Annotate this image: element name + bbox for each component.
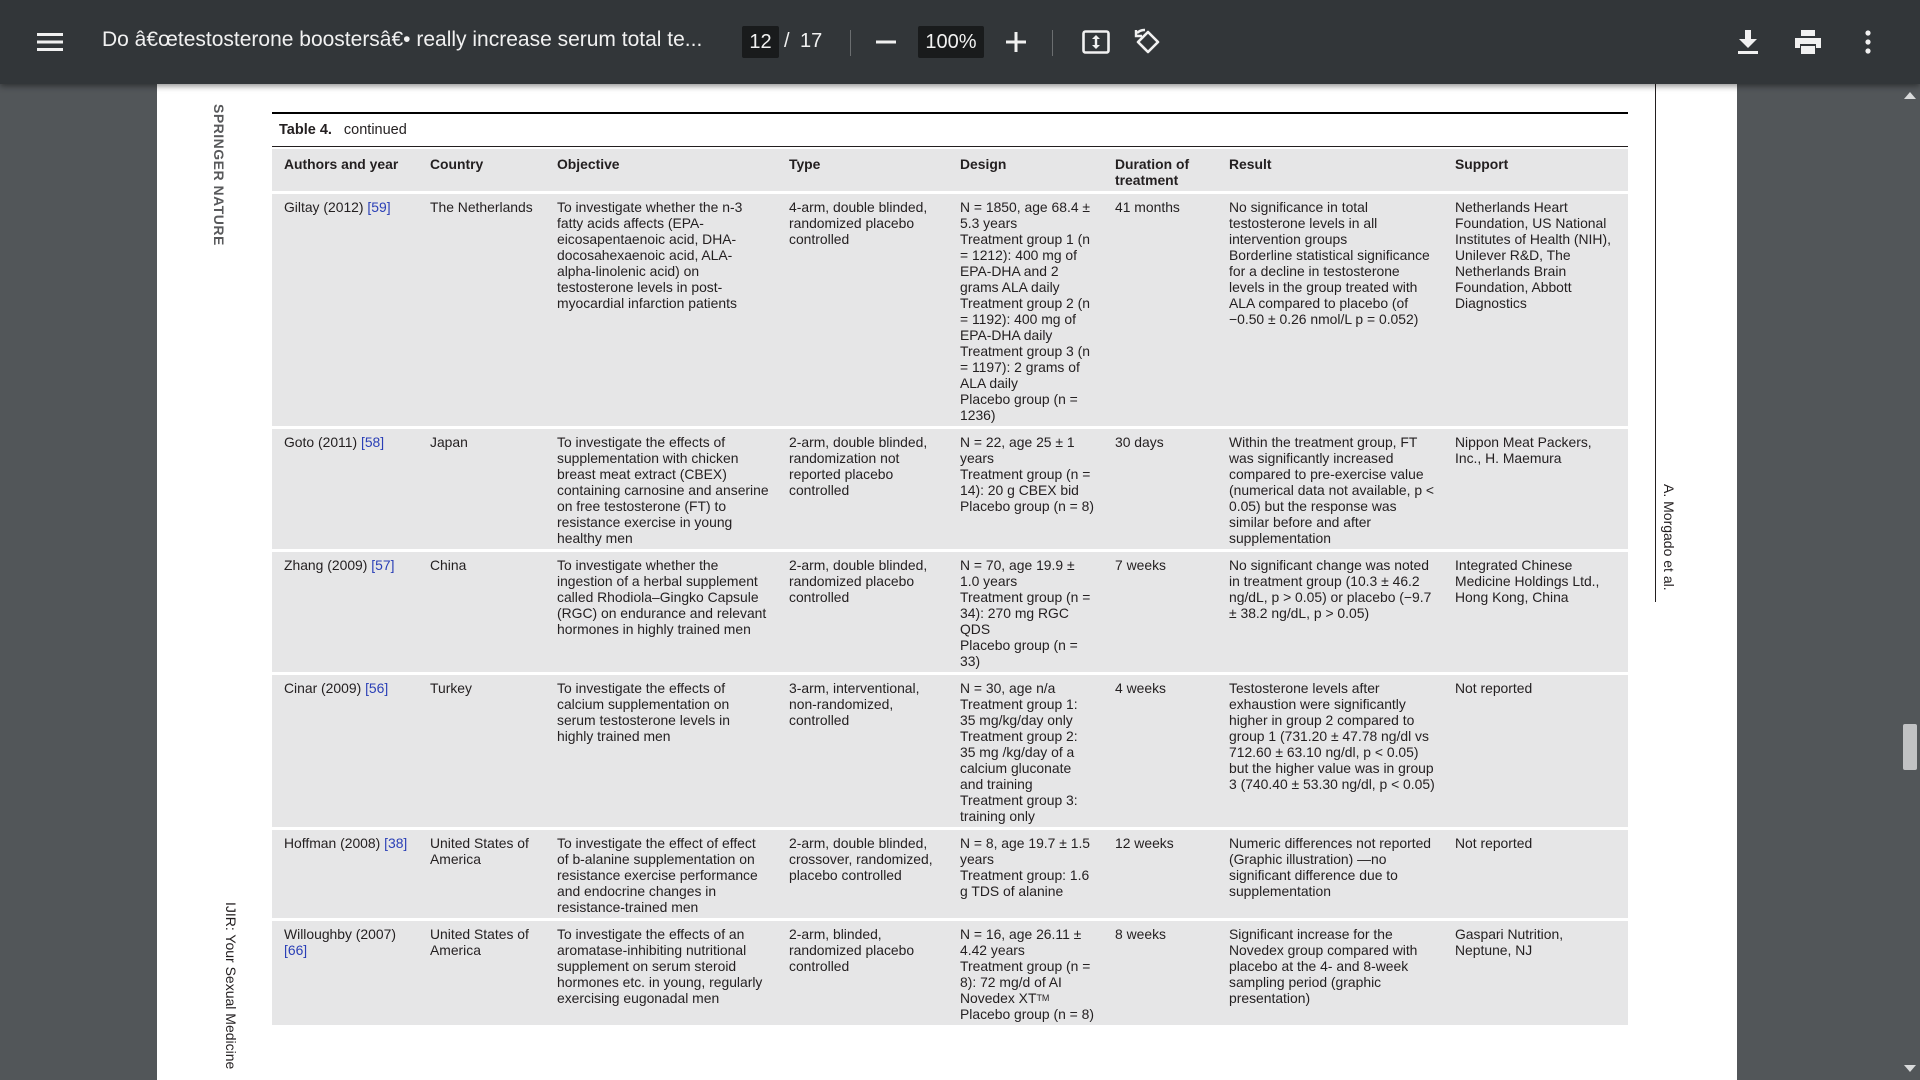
trademark-superscript: TM	[1036, 993, 1050, 1003]
cell-country: United States of America	[418, 830, 545, 921]
cell-support: Integrated Chinese Medicine Holdings Ltd., Hong Kong, China	[1443, 552, 1628, 675]
page-number-input[interactable]	[742, 26, 779, 58]
cell-objective: To investigate whether the ingestion of a herbal supplement called Rhodiola–Gingko Capsule (RGC) on endurance and relevant hormones in highly trained men	[545, 552, 777, 675]
document-title: Do â€œtestosterone boostersâ€• really increase serum total te...	[102, 28, 703, 51]
cell-duration: 4 weeks	[1103, 675, 1217, 830]
scroll-down-arrow-icon[interactable]	[1904, 1065, 1916, 1072]
table-row	[272, 830, 1628, 921]
results-table	[272, 149, 1628, 1028]
page-separator: /	[784, 30, 790, 52]
cell-result: No significant change was noted in treatment group (10.3 ± 46.2 ng/dL, p > 0.05) or placebo (−9.7 ± 38.2 ng/dL, p > 0.05)	[1217, 552, 1443, 675]
cell-country: Japan	[418, 429, 545, 552]
table-row	[272, 675, 1628, 830]
cell-objective: To investigate the effects of calcium supplementation on serum testosterone levels in highly trained men	[545, 675, 777, 830]
citation-link[interactable]: [56]	[365, 680, 389, 696]
cell-author: Cinar (2009) [56]	[272, 675, 418, 830]
toolbar-divider	[850, 30, 851, 56]
cell-design: N = 1850, age 68.4 ± 5.3 years Treatment group 1 (n = 1212): 400 mg of EPA-DHA and 2 grams ALA daily Treatment group 2 (n = 1192): 400 mg of EPA-DHA daily Treatment group 3 (n = 1197): 2 grams of ALA daily Placebo group (n = 1236)	[948, 194, 1103, 429]
rotate-icon[interactable]	[1128, 22, 1168, 62]
cell-objective: To investigate whether the n-3 fatty acids affects (EPA-eicosapentaenoic acid, DHA-docosahexaenoic acid, ALA-alpha-linolenic acid) on testosterone levels in post-myocardial infarction patients	[545, 194, 777, 429]
cell-author: Giltay (2012) [59]	[272, 194, 418, 429]
cell-result: No significance in total testosterone levels in all intervention groups Borderline statistical significance for a decline in testosterone levels in the group treated with ALA compared to placebo (of −0.50 ± 0.26 nmol/L p = 0.052)	[1217, 194, 1443, 429]
cell-objective: To investigate the effects of an aromatase-inhibiting nutritional supplement on serum steroid hormones etc. in young, regularly exercising eugonadal men	[545, 921, 777, 1028]
cell-support: Gaspari Nutrition, Neptune, NJ	[1443, 921, 1628, 1028]
citation-link[interactable]: [38]	[384, 835, 408, 851]
cell-author: Hoffman (2008) [38]	[272, 830, 418, 921]
cell-design: N = 8, age 19.7 ± 1.5 years Treatment group: 1.6 g TDS of alanine	[948, 830, 1103, 921]
cell-support: Not reported	[1443, 830, 1628, 921]
cell-type: 2-arm, double blinded, randomization not reported placebo controlled	[777, 429, 948, 552]
citation-link[interactable]: [66]	[284, 942, 308, 958]
cell-country: The Netherlands	[418, 194, 545, 429]
scroll-thumb[interactable]	[1903, 724, 1917, 770]
publisher-name: SPRINGER NATURE	[211, 104, 227, 246]
table-caption-label: Table 4.	[279, 122, 332, 138]
zoom-out-button[interactable]	[866, 22, 906, 62]
cell-support: Netherlands Heart Foundation, US National Institutes of Health (NIH), Unilever R&D, The Netherlands Brain Foundation, Abbott Diagnostics	[1443, 194, 1628, 429]
page-total: 17	[800, 30, 823, 52]
download-icon[interactable]	[1728, 22, 1768, 62]
cell-duration: 7 weeks	[1103, 552, 1217, 675]
cell-design: N = 70, age 19.9 ± 1.0 years Treatment group (n = 34): 270 mg RGC QDS Placebo group (n = 33)	[948, 552, 1103, 675]
column-header: Authors and year	[272, 149, 418, 194]
citation-link[interactable]: [57]	[371, 557, 395, 573]
cell-author: Goto (2011) [58]	[272, 429, 418, 552]
cell-type: 2-arm, double blinded, crossover, randomized, placebo controlled	[777, 830, 948, 921]
column-header: Country	[418, 149, 545, 194]
pdf-toolbar	[0, 0, 1920, 84]
cell-result: Significant increase for the Novedex group compared with placebo at the 4- and 8-week sampling period (graphic presentation)	[1217, 921, 1443, 1028]
table-caption	[272, 114, 1628, 147]
column-header: Duration of treatment	[1103, 149, 1217, 194]
document-viewer	[0, 84, 1900, 1080]
table-row	[272, 194, 1628, 429]
scroll-up-arrow-icon[interactable]	[1904, 92, 1916, 99]
cell-support: Nippon Meat Packers, Inc., H. Maemura	[1443, 429, 1628, 552]
cell-type: 2-arm, double blinded, randomized placebo controlled	[777, 552, 948, 675]
menu-icon[interactable]	[30, 22, 70, 62]
column-header: Support	[1443, 149, 1628, 194]
cell-country: Turkey	[418, 675, 545, 830]
cell-type: 2-arm, blinded, randomized placebo controlled	[777, 921, 948, 1028]
journal-name: IJIR: Your Sexual Medicine	[223, 902, 239, 1070]
cell-result: Numeric differences not reported (Graphic illustration) —no significant difference due to supplementation	[1217, 830, 1443, 921]
cell-author: Zhang (2009) [57]	[272, 552, 418, 675]
zoom-in-button[interactable]	[996, 22, 1036, 62]
cell-design: N = 16, age 26.11 ± 4.42 years Treatment group (n = 8): 72 mg/d of AI Novedex XT™ Placebo group (n = 8)	[948, 921, 1103, 1028]
cell-support: Not reported	[1443, 675, 1628, 830]
plus-icon	[1006, 32, 1026, 52]
cell-author: Willoughby (2007) [66]	[272, 921, 418, 1028]
pdf-page	[157, 84, 1737, 1080]
margin-rule	[1655, 84, 1656, 602]
toolbar-divider	[1052, 30, 1053, 56]
minus-icon	[876, 40, 896, 44]
fit-to-page-icon[interactable]	[1076, 22, 1116, 62]
table-caption-text: continued	[343, 122, 407, 138]
table-header-row	[272, 149, 1628, 194]
cell-duration: 8 weeks	[1103, 921, 1217, 1028]
running-head-authors: A. Morgado et al.	[1661, 484, 1677, 591]
more-options-icon[interactable]	[1848, 22, 1888, 62]
vertical-scrollbar[interactable]	[1900, 84, 1920, 1080]
citation-link[interactable]: [59]	[367, 199, 391, 215]
column-header: Type	[777, 149, 948, 194]
cell-result: Testosterone levels after exhaustion were significantly higher in group 2 compared to group 1 (731.20 ± 47.78 ng/dl vs 712.60 ± 63.10 ng/dl, p < 0.05) but the higher value was in group 3 (740.40 ± 53.30 ng/dl, p < 0.05)	[1217, 675, 1443, 830]
cell-design: N = 22, age 25 ± 1 years Treatment group (n = 14): 20 g CBEX bid Placebo group (n = 8)	[948, 429, 1103, 552]
column-header: Objective	[545, 149, 777, 194]
cell-duration: 30 days	[1103, 429, 1217, 552]
cell-type: 4-arm, double blinded, randomized placebo controlled	[777, 194, 948, 429]
table-container	[272, 112, 1628, 1028]
citation-link[interactable]: [58]	[360, 434, 385, 450]
cell-country: China	[418, 552, 545, 675]
cell-country: United States of America	[418, 921, 545, 1028]
column-header: Design	[948, 149, 1103, 194]
cell-objective: To investigate the effect of effect of b-alanine supplementation on resistance exercise performance and endocrine changes in resistance-trained men	[545, 830, 777, 921]
cell-type: 3-arm, interventional, non-randomized, controlled	[777, 675, 948, 830]
column-header: Result	[1217, 149, 1443, 194]
zoom-input[interactable]	[918, 26, 984, 58]
cell-result: Within the treatment group, FT was significantly increased compared to pre-exercise value (numerical data not available, p < 0.05) but the response was similar before and after supplementation	[1217, 429, 1443, 552]
print-icon[interactable]	[1788, 22, 1828, 62]
table-row	[272, 552, 1628, 675]
cell-objective: To investigate the effects of supplementation with chicken breast meat extract (CBEX) containing carnosine and anserine on free testosterone (FT) to resistance exercise in young healthy men	[545, 429, 777, 552]
cell-duration: 12 weeks	[1103, 830, 1217, 921]
table-row	[272, 429, 1628, 552]
cell-design: N = 30, age n/a Treatment group 1: 35 mg/kg/day only Treatment group 2: 35 mg /kg/day of a calcium gluconate and training Treatment group 3: training only	[948, 675, 1103, 830]
table-row	[272, 921, 1628, 1028]
cell-duration: 41 months	[1103, 194, 1217, 429]
